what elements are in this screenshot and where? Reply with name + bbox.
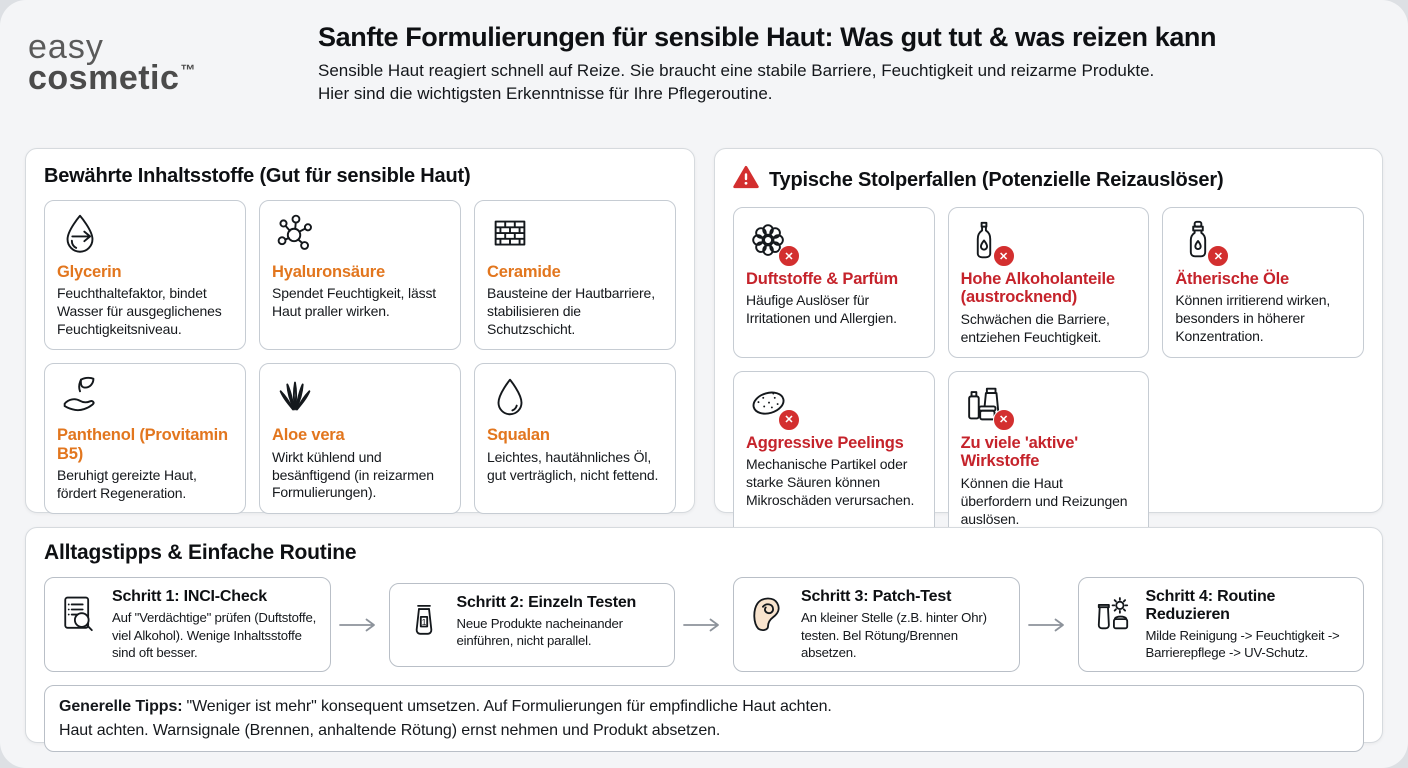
step-desc: An kleiner Stelle (z.B. hinter Ohr) testen. Bel Rötung/Brennen absetzen. xyxy=(801,610,987,660)
alcohol-bottle-icon xyxy=(961,218,1011,264)
step-desc: Milde Reinigung -> Feuchtigkeit -> Barrierepflege -> UV-Schutz. xyxy=(1145,628,1340,661)
card-desc: Wirkt kühlend und besänftigend (in reizarmen Formulierungen). xyxy=(272,448,434,501)
flow-arrow-icon xyxy=(683,617,725,633)
tips-line-1: "Weniger ist mehr" konsequent umsetzen. Auf Formulierungen für empfindliche Haut achten. xyxy=(186,698,832,716)
x-badge-icon: ✕ xyxy=(993,245,1015,267)
general-tips-box xyxy=(44,685,1364,751)
trademark-symbol: ™ xyxy=(180,62,196,80)
card-title: Ceramide xyxy=(487,263,561,281)
bad-panel-title-row xyxy=(733,165,1364,195)
logo-word: cosmetic xyxy=(28,59,180,98)
card-desc: Können irritierend wirken, besonders in höherer Konzentration. xyxy=(1175,292,1331,345)
page-title: Sanfte Formulierungen für sensible Haut: Was gut tut & was reizen kann xyxy=(318,22,1217,52)
step-text xyxy=(801,588,1007,660)
step-desc: Auf "Verdächtige" prüfen (Duftstoffe, viel Alkohol). Wenige Inhaltsstoffe sind oft besser. xyxy=(112,610,317,660)
products-group-icon xyxy=(961,382,1011,428)
card-title: Hyaluronsäure xyxy=(272,263,385,281)
card-aktive-wirkstoffe xyxy=(948,371,1150,540)
card-title: Zu viele 'aktive' Wirkstoffe xyxy=(960,433,1078,471)
card-desc: Können die Haut überfordern und Reizungen auslösen. xyxy=(960,474,1128,527)
step-einzeln-testen xyxy=(389,583,676,667)
warning-triangle-icon xyxy=(733,165,759,195)
tips-line-2: Haut achten. Warnsignale (Brennen, anhaltende Rötung) ernst nehmen und Produkt absetzen. xyxy=(59,721,721,739)
header xyxy=(318,22,1393,105)
card-aloe-vera xyxy=(259,363,461,514)
step-title: Schritt 4: Routine Reduzieren xyxy=(1145,588,1276,623)
card-peelings xyxy=(733,371,935,540)
card-desc: Spendet Feuchtigkeit, lässt Haut praller wirken. xyxy=(272,285,437,320)
step-patch-test xyxy=(733,577,1020,671)
molecule-icon xyxy=(272,211,322,257)
card-desc: Feuchthaltefaktor, bindet Wasser für ausgeglichenes Feuchtigkeitsniveau. xyxy=(57,285,222,338)
document-magnifier-icon xyxy=(57,593,101,637)
card-squalan xyxy=(474,363,676,514)
card-desc: Mechanische Partikel oder starke Säuren können Mikroschäden verursachen. xyxy=(746,456,915,509)
card-aetherische-oele xyxy=(1162,207,1364,358)
routine-panel xyxy=(25,527,1383,743)
bad-cards-grid xyxy=(733,207,1364,527)
tips-label: Generelle Tipps: xyxy=(59,698,183,716)
logo-line-2 xyxy=(28,59,196,98)
step-title: Schritt 3: Patch-Test xyxy=(801,588,952,606)
droplet-icon xyxy=(487,374,537,420)
card-title: Squalan xyxy=(487,426,550,445)
tube-number-label: 1 xyxy=(421,616,426,627)
tube-sun-jar-icon xyxy=(1091,593,1135,637)
brick-wall-icon xyxy=(487,211,537,257)
card-title: Aggressive Peelings xyxy=(746,433,904,452)
card-ceramide xyxy=(474,200,676,350)
card-title: Ätherische Öle xyxy=(1175,270,1289,288)
ear-icon xyxy=(746,593,790,637)
good-panel-title: Bewährte Inhaltsstoffe (Gut für sensible Haut) xyxy=(44,165,471,187)
page-subtitle xyxy=(318,60,1393,105)
aloe-plant-icon xyxy=(272,374,322,420)
flower-icon xyxy=(746,218,796,264)
step-text xyxy=(457,594,663,649)
dropper-bottle-icon xyxy=(1175,218,1225,264)
step-text xyxy=(112,588,318,660)
step-routine-reduzieren xyxy=(1078,577,1365,672)
step-inci-check xyxy=(44,577,331,671)
card-duftstoffe xyxy=(733,207,935,358)
card-desc: Häufige Auslöser für Irritationen und Allergien. xyxy=(746,292,897,327)
x-badge-icon: ✕ xyxy=(993,409,1015,431)
good-cards-grid xyxy=(44,200,676,502)
card-desc: Beruhigt gereizte Haut, fördert Regeneration. xyxy=(57,467,197,502)
tube-number-one-icon xyxy=(402,599,446,643)
step-text xyxy=(1146,588,1352,661)
card-title: Hohe Alkoholanteile (austrocknend) xyxy=(960,270,1115,307)
logo-line-1: easy xyxy=(28,28,104,66)
step-desc: Neue Produkte nacheinander einführen, nicht parallel. xyxy=(456,615,623,648)
subtitle-line-2: Hier sind die wichtigsten Erkenntnisse für Ihre Pflegeroutine. xyxy=(318,83,773,103)
card-title: Duftstoffe & Parfüm xyxy=(746,270,899,288)
x-badge-icon: ✕ xyxy=(1207,245,1229,267)
bad-panel-title: Typische Stolperfallen (Potenzielle Reizauslöser) xyxy=(769,168,1224,191)
sponge-icon xyxy=(746,382,796,428)
card-title: Panthenol (Provitamin B5) xyxy=(57,426,228,463)
card-desc: Leichtes, hautähnliches Öl, gut verträglich, nicht fettend. xyxy=(487,448,659,483)
routine-steps xyxy=(44,577,1364,672)
easycosmetic-logo xyxy=(28,28,196,98)
droplet-arrow-icon xyxy=(57,211,107,257)
x-badge-icon: ✕ xyxy=(778,409,800,431)
card-alkohol xyxy=(948,207,1150,358)
step-title: Schritt 1: INCI-Check xyxy=(112,588,267,606)
card-hyaluron xyxy=(259,200,461,350)
x-badge-icon: ✕ xyxy=(778,245,800,267)
card-desc: Schwächen die Barriere, entziehen Feuchtigkeit. xyxy=(960,310,1110,345)
card-desc: Bausteine der Hautbarriere, stabilisieren die Schutzschicht. xyxy=(487,285,655,338)
step-title: Schritt 2: Einzeln Testen xyxy=(456,593,637,611)
good-ingredients-panel xyxy=(25,148,695,513)
card-panthenol xyxy=(44,363,246,514)
routine-panel-title: Alltagstipps & Einfache Routine xyxy=(44,541,357,564)
flow-arrow-icon xyxy=(1028,617,1070,633)
hand-leaf-icon xyxy=(57,374,107,420)
card-title: Aloe vera xyxy=(272,426,345,445)
subtitle-line-1: Sensible Haut reagiert schnell auf Reize. Sie braucht eine stabile Barriere, Feuchtigkeit und reizarme Produkte. xyxy=(318,61,1155,80)
pitfalls-panel xyxy=(714,148,1383,527)
flow-arrow-icon xyxy=(339,617,381,633)
card-glycerin xyxy=(44,200,246,350)
card-title: Glycerin xyxy=(57,263,122,281)
